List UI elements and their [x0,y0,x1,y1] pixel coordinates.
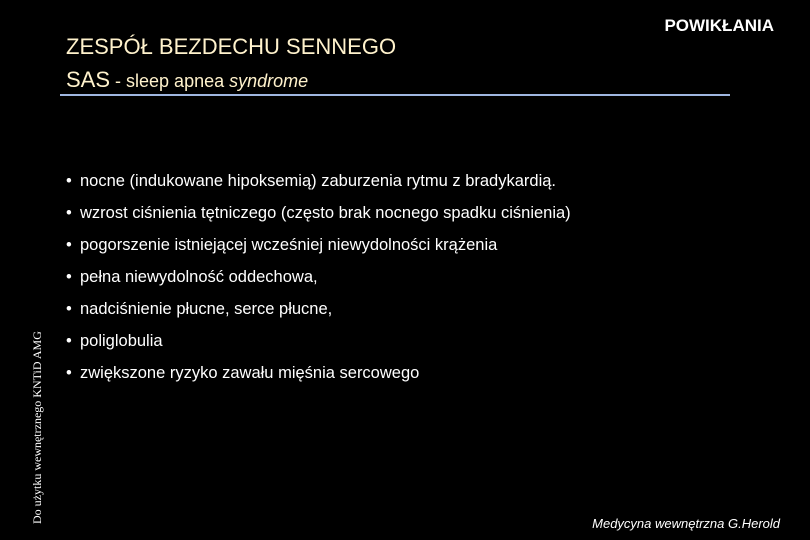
bullet-item [66,330,571,362]
bullet-dot-icon: • [66,300,72,318]
side-note: Do użytku wewnętrznego KNTiD AMG [30,331,44,524]
bullet-text: poliglobulia [80,332,163,350]
bullet-text: pełna niewydolność oddechowa, [80,268,318,286]
bullet-text: nadciśnienie płucne, serce płucne, [80,300,333,318]
bullet-text: wzrost ciśnienia tętniczego (często brak nocnego spadku ciśnienia) [80,204,571,222]
bullet-text: zwiększone ryzyko zawału mięśnia sercowego [80,364,420,382]
bullet-item [66,362,571,394]
bullet-list [66,170,571,394]
bullet-item [66,234,571,266]
bullet-dot-icon: • [66,204,72,222]
slide-title: ZESPÓŁ BEZDECHU SENNEGO [66,34,397,59]
bullet-item [66,298,571,330]
bullet-dot-icon: • [66,172,72,190]
title-separator: - sleep apnea [110,71,230,91]
bullet-dot-icon: • [66,332,72,350]
slide-subtitle [66,67,308,93]
footer-source: Medycyna wewnętrzna G.Herold [592,516,780,531]
title-italic: syndrome [229,71,309,91]
section-label: POWIKŁANIA [664,16,774,35]
bullet-text: pogorszenie istniejącej wcześniej niewydolności krążenia [80,236,498,254]
bullet-item [66,202,571,234]
bullet-item [66,170,571,202]
title-underline [60,94,730,96]
bullet-dot-icon: • [66,364,72,382]
bullet-text: nocne (indukowane hipoksemią) zaburzenia rytmu z bradykardią. [80,172,556,190]
title-abbreviation: SAS [66,67,111,92]
bullet-dot-icon: • [66,268,72,286]
bullet-dot-icon: • [66,236,72,254]
bullet-item [66,266,571,298]
